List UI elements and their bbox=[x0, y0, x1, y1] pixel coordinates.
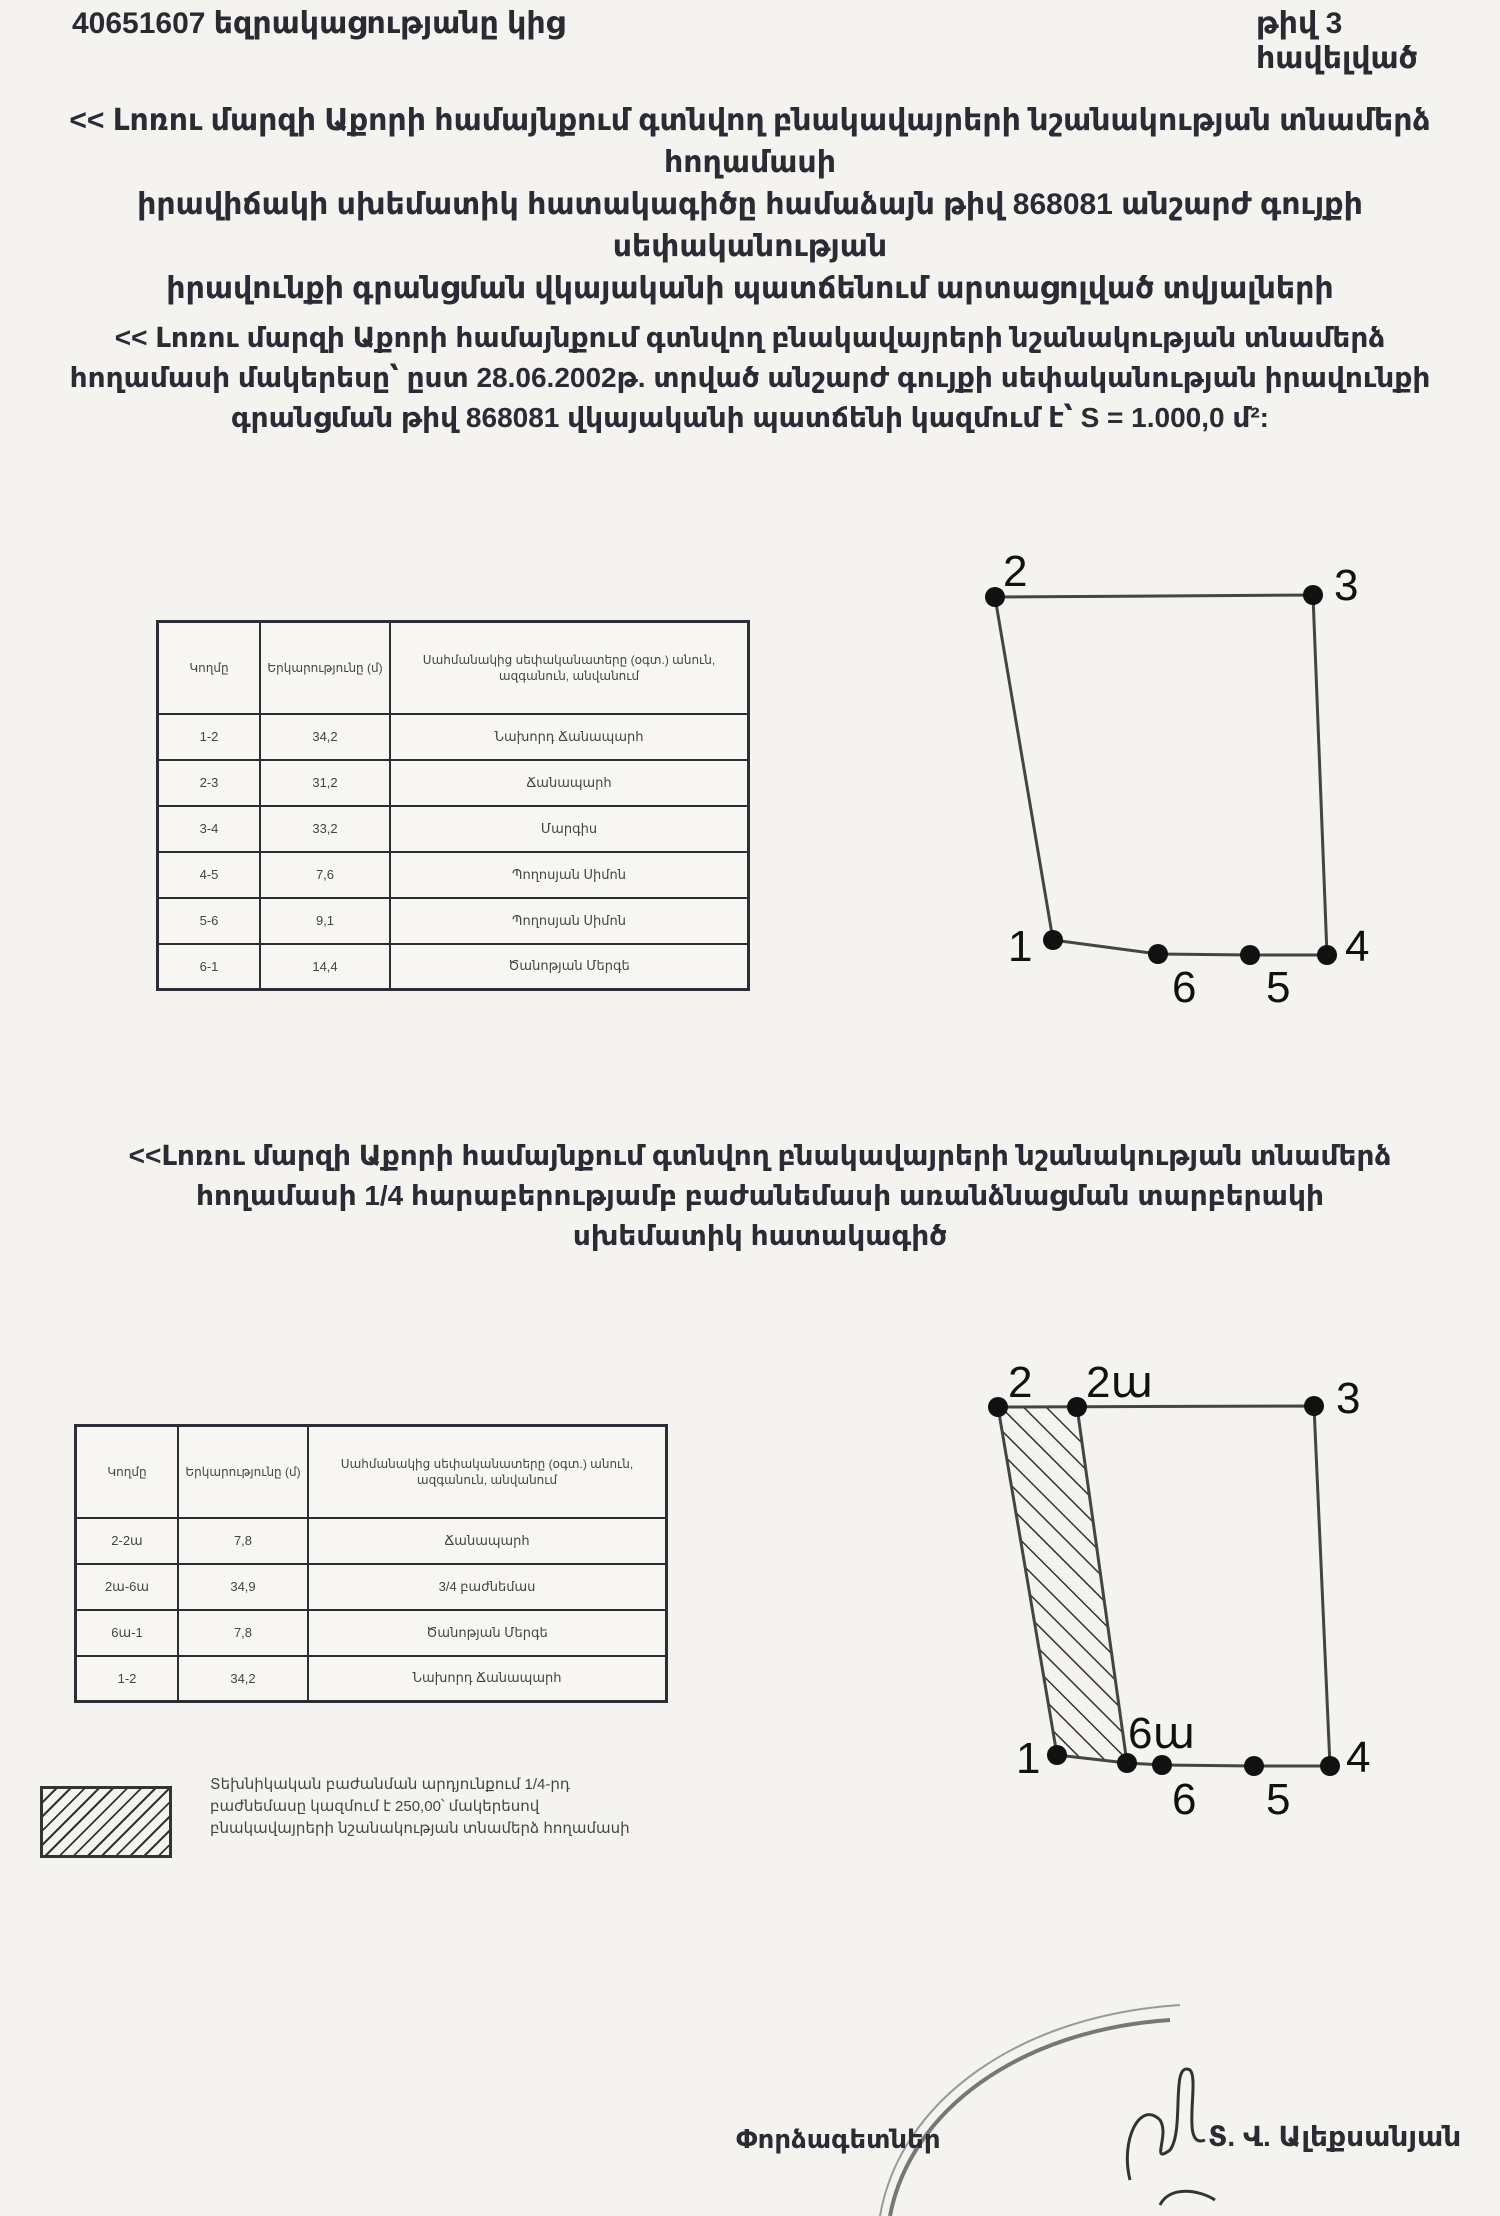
table-cell: 14,4 bbox=[260, 944, 390, 990]
plan-label: 2ա bbox=[1086, 1358, 1154, 1407]
legend-line: բնակավայրերի նշանակության տնամերձ հողամասի bbox=[210, 1820, 630, 1837]
main-title bbox=[30, 100, 1470, 310]
table-cell: 2-3 bbox=[158, 760, 261, 806]
hatch-legend-swatch bbox=[40, 1786, 172, 1858]
plan-point-5 bbox=[1240, 945, 1260, 965]
table-cell: Ճանապարհ bbox=[308, 1518, 667, 1564]
header-left: 40651607 եզրակացությանը կից bbox=[72, 7, 565, 40]
plan-point-2a bbox=[1067, 1397, 1087, 1417]
site-plan-2 bbox=[960, 1340, 1380, 1830]
table-header: Երկարությունը (մ) bbox=[178, 1426, 308, 1518]
plan-point-6 bbox=[1148, 944, 1168, 964]
table-row bbox=[158, 898, 749, 944]
plan-label: 1 bbox=[1008, 922, 1033, 971]
main-title-line: << Լոռու մարզի Աքորի համայնքում գտնվող բնակավայրերի նշանակության տնամերձ հողամասի bbox=[69, 104, 1431, 179]
main-title-line: իրավունքի գրանցման վկայականի պատճենում արտացոլված տվյալների bbox=[166, 272, 1334, 305]
table-row bbox=[76, 1518, 667, 1564]
plan-label: 3 bbox=[1336, 1374, 1361, 1423]
table-cell: Պողոսյան Սիմոն bbox=[390, 852, 749, 898]
plan-point-5 bbox=[1244, 1756, 1264, 1776]
section2-title-line: սխեմատիկ հատակագիծ bbox=[572, 1220, 948, 1251]
table-cell: Նախորդ Ճանապարհ bbox=[390, 714, 749, 760]
table-cell: 1-2 bbox=[158, 714, 261, 760]
area-title bbox=[60, 318, 1440, 438]
table-cell: Մարգիս bbox=[390, 806, 749, 852]
area-title-line: գրանցման թիվ 868081 վկայականի պատճենի կազմում է՝ S = 1.000,0 մ²: bbox=[230, 402, 1270, 433]
table-cell: 34,2 bbox=[260, 714, 390, 760]
table-header: Կողմը bbox=[76, 1426, 179, 1518]
table-cell: Ծանոթյան Մերգե bbox=[390, 944, 749, 990]
boundary-table-1 bbox=[156, 620, 750, 991]
plan-label: 4 bbox=[1346, 1733, 1371, 1782]
site-plan-1 bbox=[960, 530, 1380, 1030]
plan-point-2 bbox=[985, 587, 1005, 607]
table-cell: 31,2 bbox=[260, 760, 390, 806]
table-row bbox=[158, 944, 749, 990]
plan-label: 3 bbox=[1334, 561, 1359, 610]
table-cell: 6-1 bbox=[158, 944, 261, 990]
plan-point-1 bbox=[1047, 1745, 1067, 1765]
table-cell: Պողոսյան Սիմոն bbox=[390, 898, 749, 944]
table-cell: 3-4 bbox=[158, 806, 261, 852]
plan-label: 5 bbox=[1266, 1775, 1291, 1824]
plan-point-4 bbox=[1320, 1756, 1340, 1776]
hatch-legend-text bbox=[210, 1774, 630, 1840]
plan-label: 2 bbox=[1008, 1358, 1033, 1407]
table-cell: 34,9 bbox=[178, 1564, 308, 1610]
table-row bbox=[158, 714, 749, 760]
table-cell: 7,8 bbox=[178, 1610, 308, 1656]
table-cell: Ծանոթյան Մերգե bbox=[308, 1610, 667, 1656]
table-header: Սահմանակից սեփականատերը (օգտ.) անուն, ազգանուն, անվանում bbox=[308, 1426, 667, 1518]
table-row bbox=[158, 852, 749, 898]
plan-label: 6ա bbox=[1128, 1709, 1196, 1758]
table-header: Երկարությունը (մ) bbox=[260, 622, 390, 714]
table-cell: 6ա-1 bbox=[76, 1610, 179, 1656]
table-row bbox=[158, 806, 749, 852]
table-cell: 34,2 bbox=[178, 1656, 308, 1702]
table-cell: 9,1 bbox=[260, 898, 390, 944]
section2-title-line: հողամասի 1/4 հարաբերությամբ բաժանեմասի առանձնացման տարբերակի bbox=[196, 1180, 1324, 1211]
plan-label: 4 bbox=[1345, 922, 1370, 971]
table-cell: 33,2 bbox=[260, 806, 390, 852]
table-header: Կողմը bbox=[158, 622, 261, 714]
plan-label: 5 bbox=[1266, 963, 1291, 1012]
header-right: թիվ 3 հավելված bbox=[1256, 7, 1418, 75]
plan-label: 6 bbox=[1172, 963, 1197, 1012]
legend-line: բաժնեմասը կազմում է 250,00՝ մակերեսով bbox=[210, 1798, 540, 1815]
plan-label: 6 bbox=[1172, 1775, 1197, 1824]
table-cell: 4-5 bbox=[158, 852, 261, 898]
table-cell: 3/4 բաժնեմաս bbox=[308, 1564, 667, 1610]
table-cell: Նախորդ Ճանապարհ bbox=[308, 1656, 667, 1702]
plan-point-6 bbox=[1152, 1755, 1172, 1775]
experts-label: Փորձագետներ bbox=[736, 2124, 941, 2154]
plan-point-2 bbox=[988, 1397, 1008, 1417]
section2-title bbox=[70, 1136, 1450, 1256]
area-title-line: << Լոռու մարզի Աքորի համայնքում գտնվող բնակավայրերի նշանակության տնամերձ bbox=[114, 322, 1386, 353]
table-cell: 7,6 bbox=[260, 852, 390, 898]
plan-point-1 bbox=[1043, 930, 1063, 950]
table-cell: 5-6 bbox=[158, 898, 261, 944]
table-row bbox=[158, 760, 749, 806]
table-cell: 2-2ա bbox=[76, 1518, 179, 1564]
plan-label: 2 bbox=[1003, 547, 1028, 596]
main-title-line: իրավիճակի սխեմատիկ հատակագիծը համաձայն թիվ 868081 անշարժ գույքի սեփականության bbox=[137, 188, 1363, 263]
expert-name: Տ. Վ. Ալեքսանյան bbox=[1208, 2121, 1462, 2152]
table-row bbox=[76, 1610, 667, 1656]
boundary-table-2 bbox=[74, 1424, 668, 1703]
plan-point-4 bbox=[1317, 945, 1337, 965]
plan-point-3 bbox=[1303, 585, 1323, 605]
table-row bbox=[76, 1564, 667, 1610]
area-title-line: հողամասի մակերեսը՝ ըստ 28.06.2002թ. տրված անշարժ գույքի սեփականության իրավունքի bbox=[69, 362, 1431, 393]
stamp-and-signature bbox=[870, 1990, 1490, 2216]
plan-point-3 bbox=[1304, 1396, 1324, 1416]
legend-line: Տեխնիկական բաժանման արդյունքում 1/4-րդ bbox=[210, 1776, 570, 1793]
table-cell: 2ա-6ա bbox=[76, 1564, 179, 1610]
plan-label: 1 bbox=[1016, 1734, 1041, 1783]
section2-title-line: <<Լոռու մարզի Աքորի համայնքում գտնվող բնակավայրերի նշանակության տնամերձ bbox=[128, 1140, 1392, 1171]
signature-icon bbox=[1127, 2069, 1205, 2180]
table-row bbox=[76, 1656, 667, 1702]
table-cell: 1-2 bbox=[76, 1656, 179, 1702]
stamp-icon bbox=[890, 2020, 1170, 2216]
table-cell: 7,8 bbox=[178, 1518, 308, 1564]
table-header: Սահմանակից սեփականատերը (օգտ.) անուն, ազգանուն, անվանում bbox=[390, 622, 749, 714]
table-cell: Ճանապարհ bbox=[390, 760, 749, 806]
